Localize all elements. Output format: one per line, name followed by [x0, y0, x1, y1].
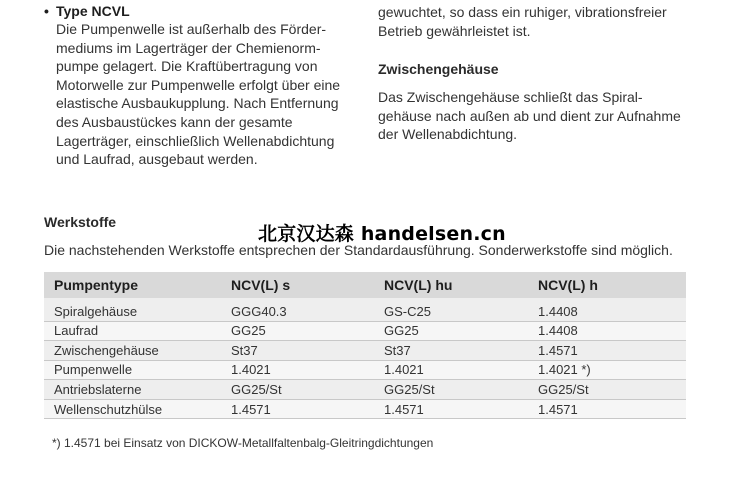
- text-line: des Ausbaustückes kann der gesamte: [56, 113, 293, 130]
- text-line: mediums im Lagerträger der Chemienorm-: [56, 39, 321, 56]
- table-cell: 1.4021: [384, 360, 538, 380]
- type-ncvl-description: [56, 20, 359, 169]
- text-line: der Wellenabdichtung.: [378, 126, 518, 143]
- text-line: Betrieb gewährleistet ist.: [378, 22, 531, 39]
- table-cell: GG25/St: [538, 380, 686, 400]
- right-column: [378, 3, 708, 144]
- table-cell: Spiralgehäuse: [44, 298, 231, 321]
- table-cell: GG25: [384, 321, 538, 341]
- text-line: Das Zwischengehäuse schließt das Spiral-: [378, 89, 643, 106]
- table-cell: 1.4021 *): [538, 360, 686, 380]
- table-row: [44, 399, 686, 419]
- zwischengehaeuse-description: [378, 88, 708, 144]
- table-cell: 1.4571: [538, 341, 686, 361]
- type-ncvl-section: [44, 2, 359, 169]
- text-line: pumpe gelagert. Die Kraftübertragung von: [56, 58, 318, 75]
- table-cell: 1.4408: [538, 298, 686, 321]
- table-cell: Laufrad: [44, 321, 231, 341]
- table-cell: 1.4571: [231, 399, 384, 419]
- table-cell: St37: [231, 341, 384, 361]
- text-line: elastische Ausbaukupplung. Nach Entfernung: [56, 95, 339, 112]
- bullet-icon: •: [44, 3, 49, 19]
- column-header: NCV(L) s: [231, 272, 384, 298]
- table-cell: 1.4571: [384, 399, 538, 419]
- table-row: [44, 380, 686, 400]
- werkstoffe-heading: Werkstoffe: [44, 214, 117, 230]
- table-cell: GG25/St: [384, 380, 538, 400]
- table-cell: GG25: [231, 321, 384, 341]
- table-row: [44, 298, 686, 321]
- table-cell: Wellenschutzhülse: [44, 399, 231, 419]
- table-cell: 1.4021: [231, 360, 384, 380]
- werkstoffe-intro: Die nachstehenden Werkstoffe entsprechen der Standardausführung. Sonderwerkstoffe sind möglich.: [44, 242, 673, 258]
- column-header: NCV(L) h: [538, 272, 686, 298]
- watermark-text: 北京汉达森 handelsen.cn: [258, 223, 506, 245]
- type-ncvl-title: Type NCVL: [56, 3, 130, 19]
- text-line: Motorwelle zur Pumpenwelle erfolgt über eine: [56, 76, 341, 93]
- text-line: Lagerträger, einschließlich Wellenabdichtung: [56, 132, 335, 149]
- table-cell: 1.4571: [538, 399, 686, 419]
- text-line: Die Pumpenwelle ist außerhalb des Förder-: [56, 21, 327, 37]
- materials-table: [44, 272, 686, 419]
- text-line: und Laufrad, ausgebaut werden.: [56, 151, 258, 168]
- table-cell: Antriebslaterne: [44, 380, 231, 400]
- table-cell: Pumpenwelle: [44, 360, 231, 380]
- type-ncvl-heading: [44, 2, 359, 20]
- table-footnote: *) 1.4571 bei Einsatz von DICKOW-Metallfaltenbalg-Gleitringdichtungen: [52, 436, 434, 450]
- table-cell: St37: [384, 341, 538, 361]
- table-cell: GS-C25: [384, 298, 538, 321]
- column-header: Pumpentype: [44, 272, 231, 298]
- table-cell: GGG40.3: [231, 298, 384, 321]
- column-header: NCV(L) hu: [384, 272, 538, 298]
- table-header-row: [44, 272, 686, 298]
- text-line: gehäuse nach außen ab und dient zur Aufnahme: [378, 107, 681, 124]
- table-row: [44, 321, 686, 341]
- table-row: [44, 341, 686, 361]
- table-row: [44, 360, 686, 380]
- text-line: gewuchtet, so dass ein ruhiger, vibrationsfreier: [378, 4, 667, 20]
- table-cell: GG25/St: [231, 380, 384, 400]
- continued-paragraph: [378, 3, 708, 40]
- table-cell: Zwischengehäuse: [44, 341, 231, 361]
- table-cell: 1.4408: [538, 321, 686, 341]
- zwischengehaeuse-heading: Zwischengehäuse: [378, 61, 499, 78]
